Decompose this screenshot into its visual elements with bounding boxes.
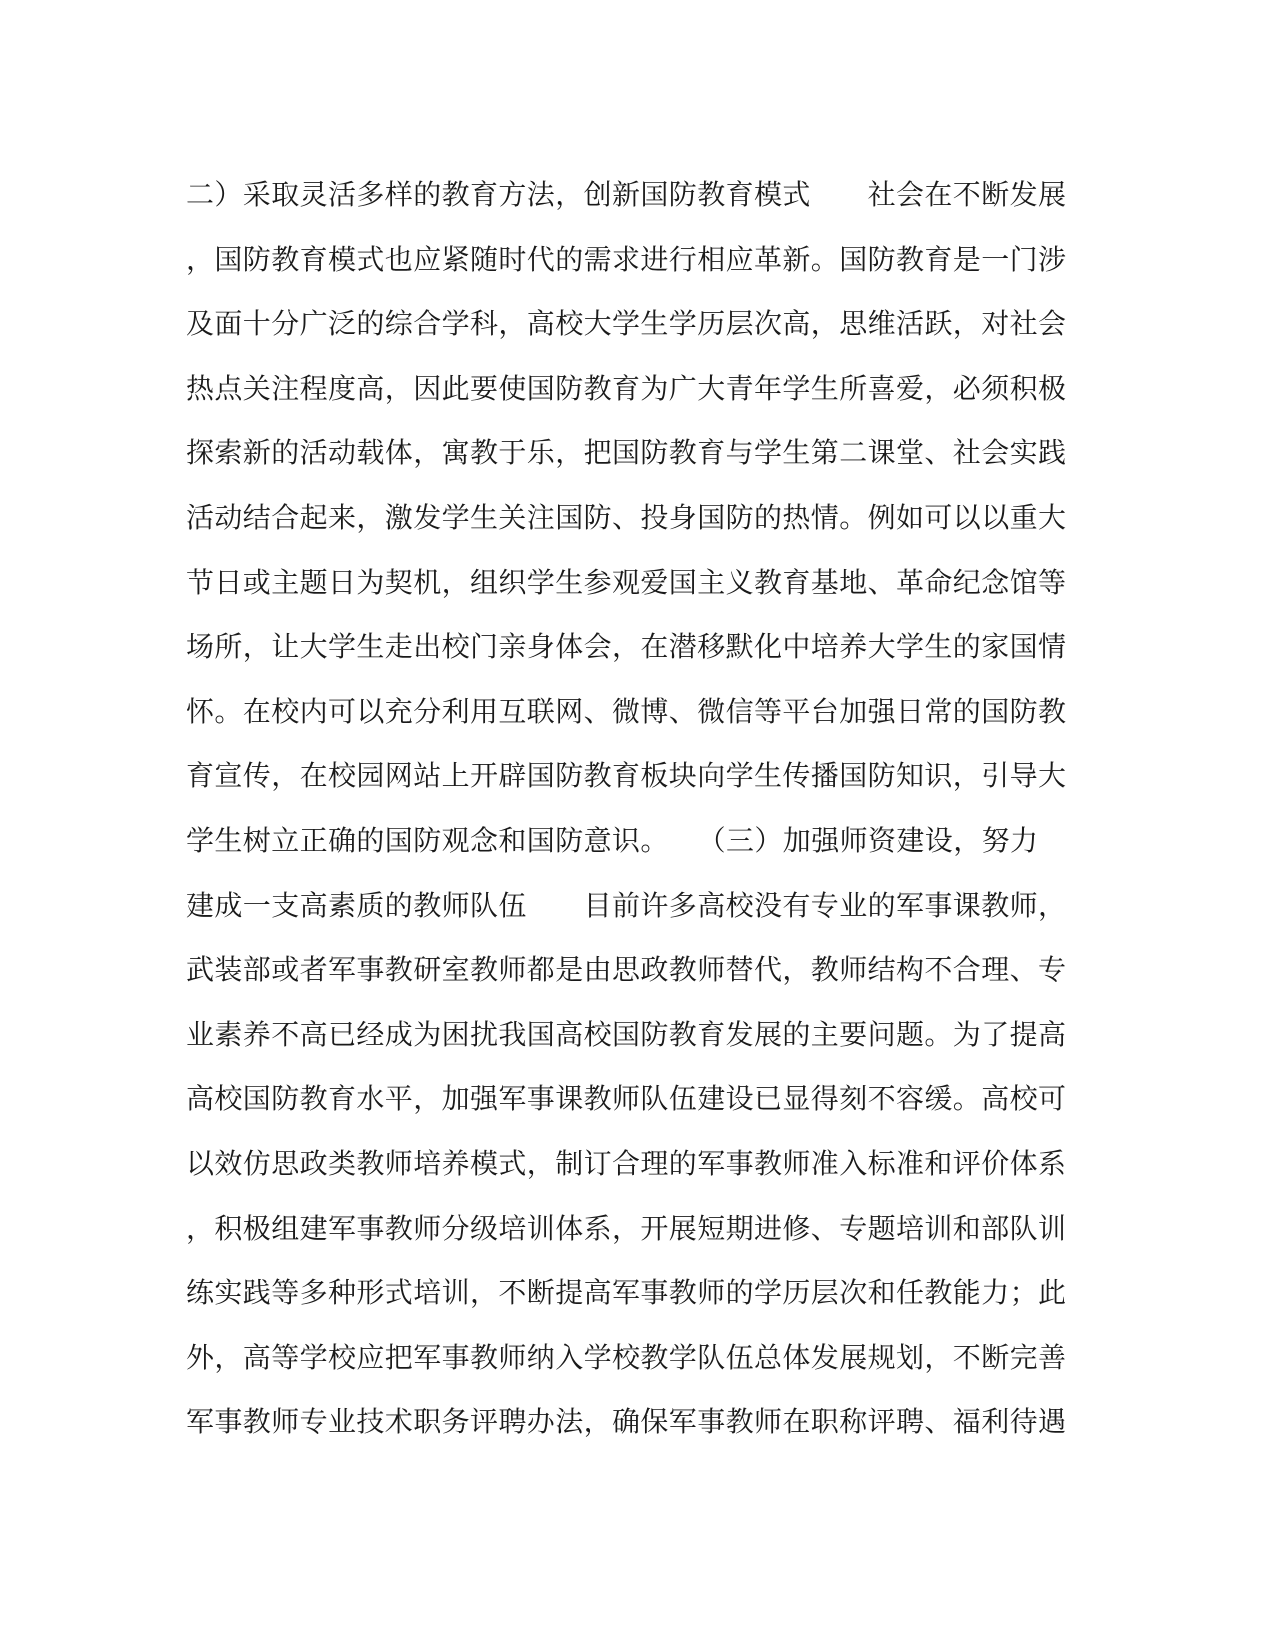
text-line: ，国防教育模式也应紧随时代的需求进行相应革新。国防教育是一门涉 xyxy=(186,242,1067,276)
text-line: 二）采取灵活多样的教育方法，创新国防教育模式 社会在不断发展 xyxy=(186,178,1067,211)
text-line: 热点关注程度高，因此要使国防教育为广大青年学生所喜爱，必须积极 xyxy=(186,371,1067,405)
text-line: 节日或主题日为契机，组织学生参观爱国主义教育基地、革命纪念馆等 xyxy=(186,565,1067,599)
text-line: 业素养不高已经成为困扰我国高校国防教育发展的主要问题。为了提高 xyxy=(186,1017,1067,1051)
text-line: 场所，让大学生走出校门亲身体会，在潜移默化中培养大学生的家国情 xyxy=(186,630,1067,664)
text-line: 育宣传，在校园网站上开辟国防教育板块向学生传播国防知识，引导大 xyxy=(186,759,1067,793)
text-line: 高校国防教育水平，加强军事课教师队伍建设已显得刻不容缓。高校可 xyxy=(186,1082,1067,1116)
text-line: 怀。在校内可以充分利用互联网、微博、微信等平台加强日常的国防教 xyxy=(186,694,1067,728)
text-line: 练实践等多种形式培训，不断提高军事教师的学历层次和任教能力；此 xyxy=(186,1276,1067,1310)
text-line: 探索新的活动载体，寓教于乐，把国防教育与学生第二课堂、社会实践 xyxy=(186,436,1067,470)
text-line: ，积极组建军事教师分级培训体系，开展短期进修、专题培训和部队训 xyxy=(186,1211,1067,1245)
text-line: 以效仿思政类教师培养模式，制订合理的军事教师准入标准和评价体系 xyxy=(186,1146,1067,1180)
text-line: 及面十分广泛的综合学科，高校大学生学历层次高，思维活跃，对社会 xyxy=(186,307,1067,341)
text-line: 外，高等学校应把军事教师纳入学校教学队伍总体发展规划，不断完善 xyxy=(186,1340,1067,1374)
text-line: 活动结合起来，激发学生关注国防、投身国防的热情。例如可以以重大 xyxy=(186,500,1067,534)
text-line: 建成一支高素质的教师队伍 目前许多高校没有专业的军事课教师， xyxy=(186,888,1067,922)
body-text xyxy=(186,163,1086,1455)
text-line: 武装部或者军事教研室教师都是由思政教师替代，教师结构不合理、专 xyxy=(186,953,1067,987)
text-line: 军事教师专业技术职务评聘办法，确保军事教师在职称评聘、福利待遇 xyxy=(186,1405,1067,1439)
text-line: 学生树立正确的国防观念和国防意识。 （三）加强师资建设，努力 xyxy=(186,823,1039,857)
